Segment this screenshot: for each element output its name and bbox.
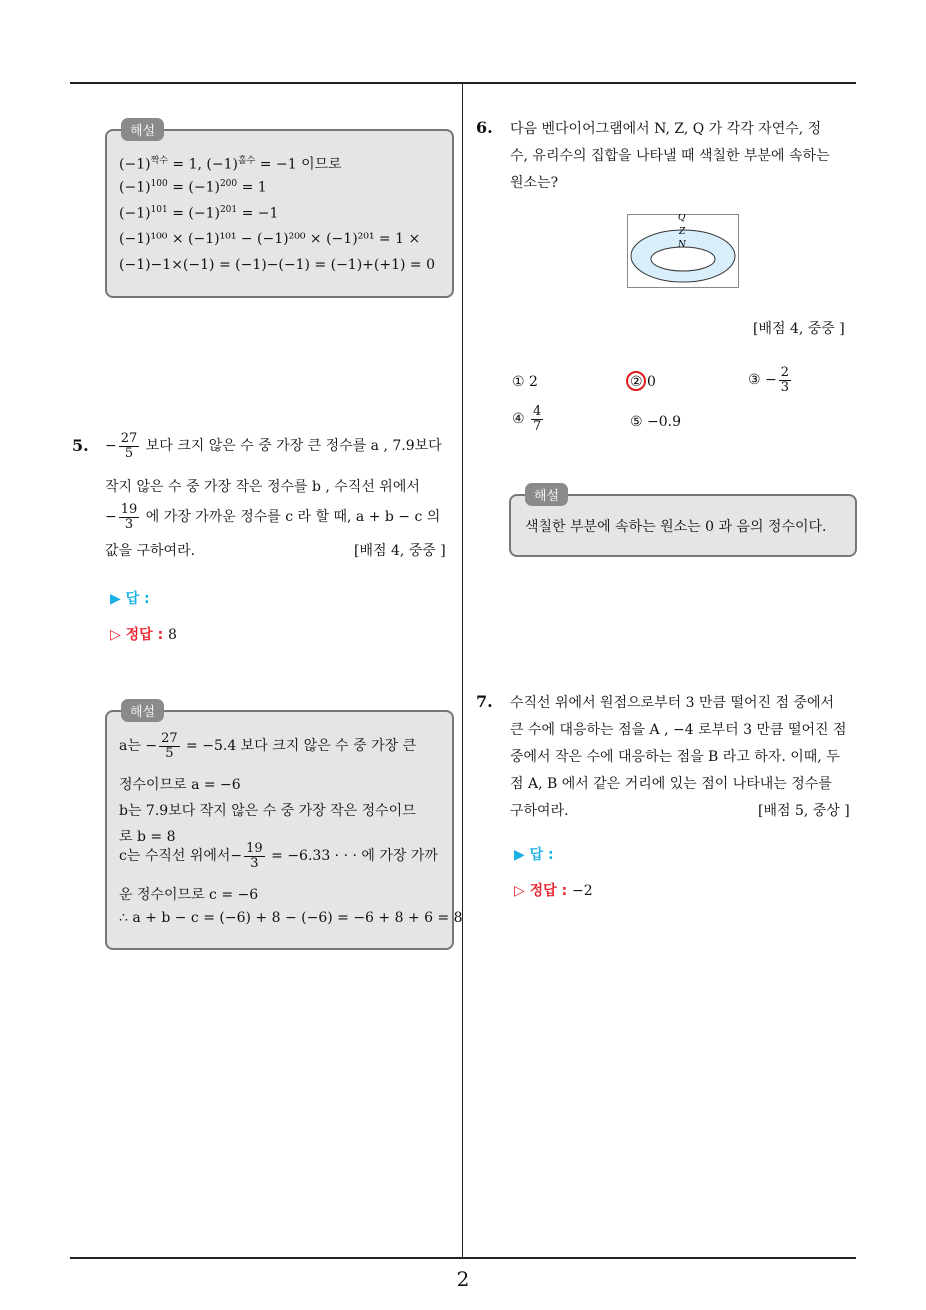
column-divider [462,84,463,1258]
q6-solution-line: 색칠한 부분에 속하는 원소는 0 과 음의 정수이다. [525,519,827,535]
explanation-tag: 해설 [121,118,164,141]
venn-diagram [627,214,739,288]
q4-solution-line: (−1)−1×(−1) = (−1)−(−1) = (−1)+(+1) = 0 [119,257,435,273]
venn-label-z: Z [679,227,686,237]
q6-number: 6. [476,118,493,137]
q4-solution-line: (−1)¹⁰⁰ × (−1)¹⁰¹ − (−1)²⁰⁰ × (−1)²⁰¹ = 1 × [119,231,421,247]
q6-choice-1[interactable]: ① 2 [512,374,538,390]
q7-score: [배점 5, 중상 ] [758,803,850,819]
q4-solution-box [105,124,454,298]
q5-correct-value: 8 [168,627,177,643]
page-number: 2 [456,1267,470,1291]
q5-solution-line: c는 수직선 위에서− $\frac{19}{3}$ = −6.33 · · · 에 가장 가까 [119,841,438,871]
venn-label-n: N [678,240,686,250]
q5-text-line: 작지 않은 수 중 가장 작은 정수를 b , 수직선 위에서 [105,479,420,495]
q6-score: [배점 4, 중중 ] [753,321,845,337]
q7-text-line: 구하여라. [510,803,569,819]
q6-text-line: 원소는? [510,175,559,191]
selected-answer-mark [626,371,646,391]
q5-solution-line: 운 정수이므로 c = −6 [119,887,259,903]
q7-text-line: 큰 수에 대응하는 점을 A , −4 로부터 3 만큼 떨어진 점 [510,722,847,738]
q5-number: 5. [72,436,89,455]
q5-correct-answer: ▷ 정답 : 8 [110,627,177,643]
q4-solution-line: $(-1)^{짝수} = 1$, $(-1)^{홀수} = -1$ 이므로 [119,156,342,173]
venn-natural-set [651,247,715,271]
q7-text-line: 중에서 작은 수에 대응하는 점을 B 라고 하자. 이때, 두 [510,749,840,765]
q5-solution-line: ∴ a + b − c = (−6) + 8 − (−6) = −6 + 8 + 6 = 8 [119,910,463,926]
q7-answer-label: ▶ 답 : [514,847,554,863]
q5-text-line: − $\frac{27}{5}$ 보다 크지 않은 수 중 가장 큰 정수를 a , 7.9보다 [105,431,442,461]
q5-text-line: 값을 구하여라. [105,543,196,559]
q5-solution-line: b는 7.9보다 작지 않은 수 중 가장 작은 정수이므 [119,803,416,819]
q4-solution-line: $(-1)^{101} = (-1)^{201} = -1$ [119,205,279,222]
q7-text-line: 수직선 위에서 원점으로부터 3 만큼 떨어진 점 중에서 [510,695,835,711]
q5-answer-label: ▶ 답 : [110,591,150,607]
q7-number: 7. [476,692,493,711]
q4-solution-line: $(-1)^{100} = (-1)^{200} = 1$ [119,179,267,196]
q7-text-line: 점 A, B 에서 같은 거리에 있는 점이 나타내는 정수를 [510,776,832,792]
top-rule [70,82,856,84]
q6-text-line: 수, 유리수의 집합을 나타낼 때 색칠한 부분에 속하는 [510,148,830,164]
q5-text-line: − $\frac{19}{3}$ 에 가장 가까운 정수를 c 라 할 때, a + b − c 의 [105,502,441,532]
explanation-tag: 해설 [525,483,568,506]
venn-label-q: Q [678,214,686,223]
q6-choice-4[interactable]: ④ $\frac{4}{7}$ [512,404,542,434]
q6-choice-2[interactable]: ② 0 [630,374,656,390]
q6-choice-5[interactable]: ⑤ −0.9 [630,414,681,430]
q6-choice-3[interactable]: ③ − $\frac{2}{3}$ [748,365,790,395]
q7-correct-value: −2 [572,883,593,899]
q7-correct-answer: ▷ 정답 : −2 [514,883,593,899]
q5-solution-line: 정수이므로 a = −6 [119,777,241,793]
q5-score: [배점 4, 중중 ] [354,543,446,559]
q5-solution-line: 로 b = 8 [119,829,176,845]
explanation-tag: 해설 [121,699,164,722]
q6-solution-box [509,489,857,557]
q5-solution-box [105,705,463,950]
q5-solution-line: a는 − $\frac{27}{5}$ = −5.4 보다 크지 않은 수 중 가장 큰 [119,731,417,761]
bottom-rule [70,1257,856,1259]
q6-text-line: 다음 벤다이어그램에서 N, Z, Q 가 각각 자연수, 정 [510,121,822,137]
